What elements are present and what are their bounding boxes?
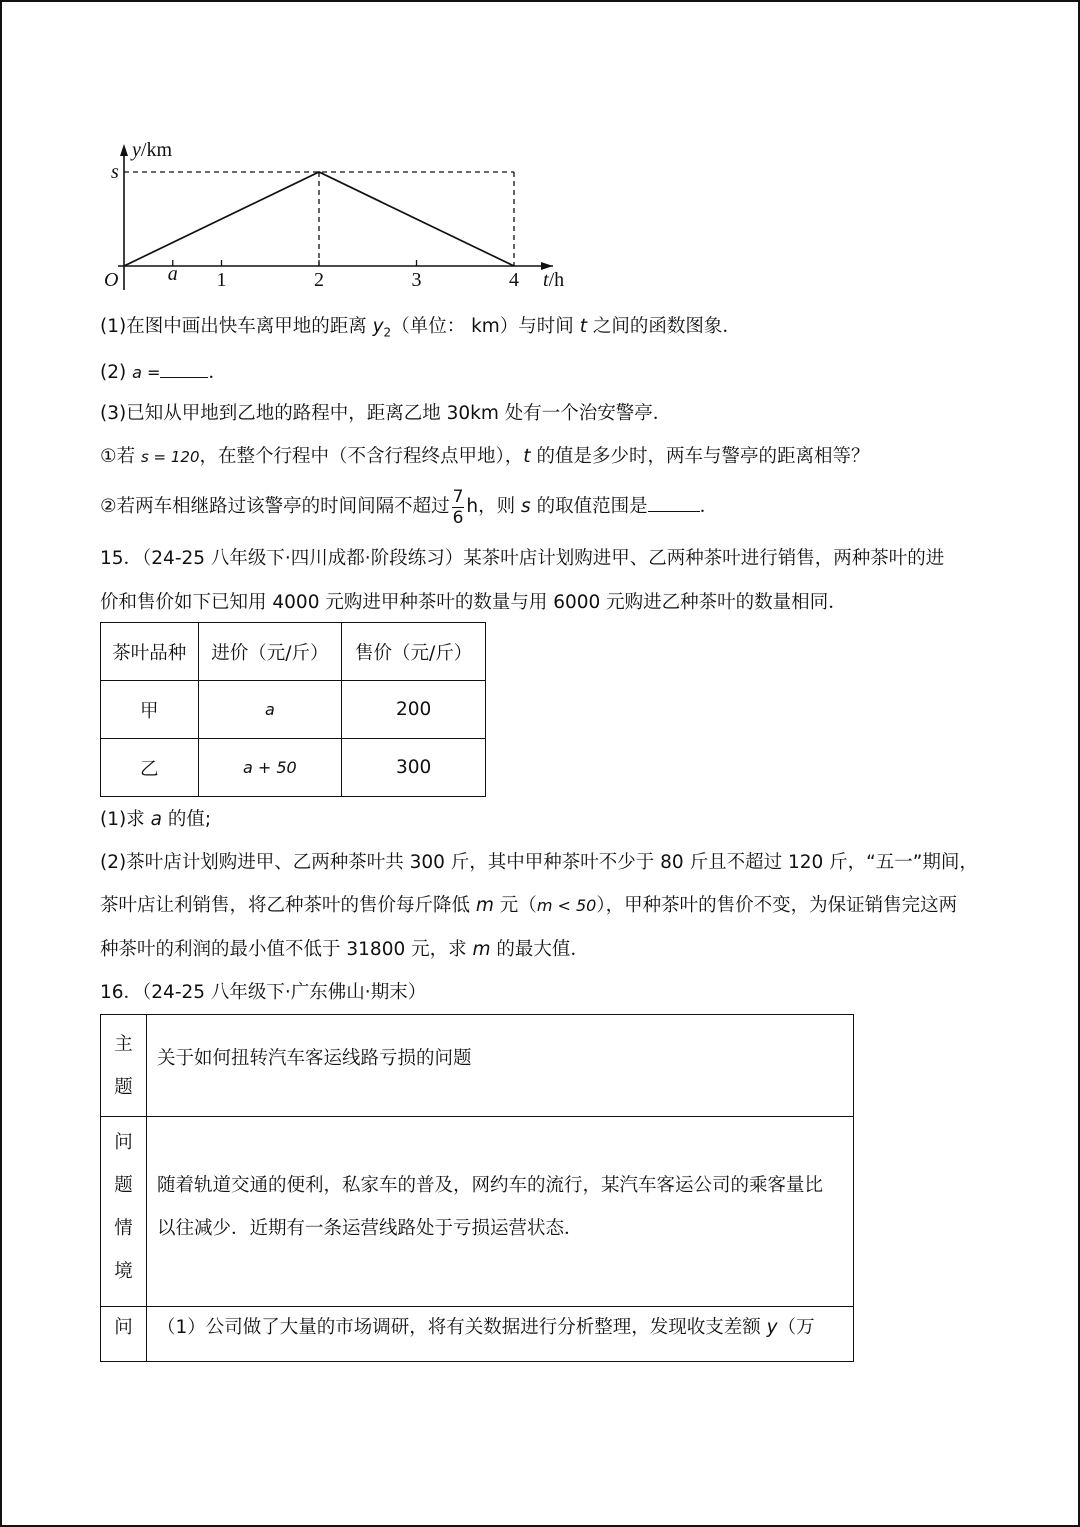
- p16-title: 16．（24-25 八年级下·广东佛山·期末）: [100, 982, 427, 1003]
- p14-q2-suffix: ．: [208, 362, 227, 383]
- distance-time-chart: [100, 132, 570, 302]
- p15-q2-line2: [100, 894, 957, 918]
- p14-q1-var2: t: [579, 316, 587, 337]
- p14-q3a-expr: s = 120: [140, 448, 200, 466]
- p14-q3b-end: ．: [699, 496, 719, 517]
- x-tick-label: 4: [509, 269, 519, 291]
- p14-q3a-suffix: 的值是多少时，两车与警亭的距离相等？: [530, 446, 870, 467]
- table-row: [101, 1307, 854, 1362]
- tea-price-table: [100, 622, 486, 797]
- row-label-char: 情: [114, 1218, 133, 1239]
- y-tick-label: s: [111, 161, 119, 183]
- table-row: [101, 681, 486, 739]
- row-label-char: 问: [114, 1317, 133, 1338]
- p15-q2-line2-prefix: 茶叶店让利销售，将乙种茶叶的售价每斤降低: [100, 895, 476, 916]
- p14-q1-sub: 2: [383, 325, 392, 340]
- row-label-char: 境: [114, 1261, 133, 1282]
- p14-q3b-mid: ，则: [478, 496, 522, 517]
- x-tick-label: 2: [314, 269, 324, 291]
- table-cell: 甲: [101, 681, 199, 739]
- fraction-7-6: [452, 487, 465, 528]
- row-label-topic: [101, 1015, 147, 1117]
- table-cell: 300: [342, 739, 486, 797]
- table-cell: 乙: [101, 739, 199, 797]
- fraction-denominator: 6: [452, 507, 464, 528]
- question-suffix: （万: [777, 1317, 815, 1338]
- x-tick-label: 1: [216, 269, 227, 291]
- p15-q2-line3-suffix: 的最大值．: [490, 939, 589, 960]
- row-content-question: [147, 1307, 854, 1362]
- p15-q1-prefix: (1)求: [100, 809, 151, 830]
- p14-q3b-prefix: ②若两车相继路过该警亭的时间间隔不超过: [100, 496, 450, 517]
- question-var: y: [766, 1317, 778, 1338]
- p15-q2-line3-var: m: [472, 939, 491, 960]
- p14-q1-suffix: 之间的函数图象．: [586, 316, 741, 337]
- table-row: [101, 1015, 854, 1117]
- table-header-cell: 售价（元/斤）: [342, 623, 486, 681]
- table-row: [101, 1117, 854, 1307]
- y-axis-label: y/km: [132, 139, 173, 161]
- question-text: [147, 1307, 853, 1349]
- p14-q3b-var: s: [521, 496, 531, 517]
- situation-text: 以往减少．近期有一条运营线路处于亏损运营状态．: [157, 1218, 583, 1239]
- p15-q2-line3-prefix: 种茶叶的利润的最小值不低于 31800 元，求: [100, 939, 473, 960]
- p15-q2-line3: [100, 938, 589, 962]
- row-label-question: [101, 1307, 147, 1362]
- origin-label: O: [104, 269, 119, 291]
- y-axis-arrow-icon: [120, 144, 128, 156]
- row-content-topic: [147, 1015, 854, 1117]
- question-prefix: （1）公司做了大量的市场调研，将有关数据进行分析整理，发现收支差额: [157, 1317, 767, 1338]
- p15-q2-line2-mid: 元（: [493, 895, 537, 916]
- fraction-numerator: 7: [452, 486, 464, 507]
- answer-blank[interactable]: [160, 359, 208, 378]
- p15-line1: 15．（24-25 八年级下·四川成都·阶段练习）某茶叶店计划购进甲、乙两种茶叶进行销售，两种茶叶的进: [100, 548, 945, 569]
- p14-q3a-var: t: [523, 446, 531, 467]
- p15-line2: 价和售价如下已知用 4000 元购进甲种茶叶的数量与用 6000 元购进乙种茶叶的数量相同．: [100, 592, 847, 613]
- p14-q2: [100, 359, 227, 385]
- row-label-situation: [101, 1117, 147, 1307]
- p14-q1-prefix: (1)在图中画出快车离甲地的距离: [100, 316, 373, 337]
- table-header-row: [101, 623, 486, 681]
- row-label-char: 题: [114, 1077, 133, 1098]
- p14-q3b-suffix: 的取值范围是: [530, 496, 648, 517]
- p15-q1: [100, 808, 211, 832]
- p14-q1-var: y: [372, 316, 384, 337]
- p15-q1-var: a: [150, 809, 162, 830]
- p15-q1-suffix: 的值;: [161, 809, 212, 830]
- row-content-situation: [147, 1117, 854, 1307]
- p14-q3: (3)已知从甲地到乙地的路程中，距离乙地 30km 处有一个治安警亭．: [100, 403, 672, 424]
- p15-q2-line2-var: m: [475, 895, 494, 916]
- p14-q1-mid: （单位： km）与时间: [391, 316, 580, 337]
- row-label-char: 主: [114, 1034, 133, 1055]
- p14-q3b-unit: h: [466, 496, 479, 517]
- p14-q2-expr: a =: [132, 363, 161, 382]
- p15-q2-line2-expr: m < 50: [536, 896, 597, 915]
- p14-q3a-mid: ，在整个行程中（不含行程终点甲地），: [199, 446, 524, 467]
- table-header-cell: 进价（元/斤）: [198, 623, 342, 681]
- row-label-char: 问: [114, 1132, 133, 1153]
- p15-q2-line2-suffix: ），甲种茶叶的售价不变，为保证销售完这两: [596, 895, 958, 916]
- p14-q3a: [100, 445, 869, 469]
- table-cell: a: [198, 681, 342, 739]
- table-row: [101, 739, 486, 797]
- table-header-cell: 茶叶品种: [101, 623, 199, 681]
- answer-blank[interactable]: [648, 493, 700, 512]
- situation-text: 随着轨道交通的便利，私家车的普及，网约车的流行，某汽车客运公司的乘客量比: [157, 1175, 824, 1196]
- p14-q3b: [100, 484, 718, 530]
- p15-q2-line1: (2)茶叶店计划购进甲、乙两种茶叶共 300 斤，其中甲种茶叶不少于 80 斤且不超过 120 斤，“五一”期间，: [100, 852, 978, 873]
- table-cell: 200: [342, 681, 486, 739]
- p14-q2-prefix: (2): [100, 362, 133, 383]
- row-label-char: 题: [114, 1175, 133, 1196]
- x-tick-label: 3: [411, 269, 422, 291]
- topic-text: 关于如何扭转汽车客运线路亏损的问题: [157, 1048, 472, 1069]
- x-axis-label: t/h: [543, 269, 565, 291]
- p14-q1: [100, 315, 741, 345]
- x-tick-label: a: [167, 263, 178, 285]
- table-cell: a + 50: [198, 739, 342, 797]
- p14-q3a-prefix: ①若: [100, 446, 141, 467]
- problem16-table: [100, 1014, 854, 1362]
